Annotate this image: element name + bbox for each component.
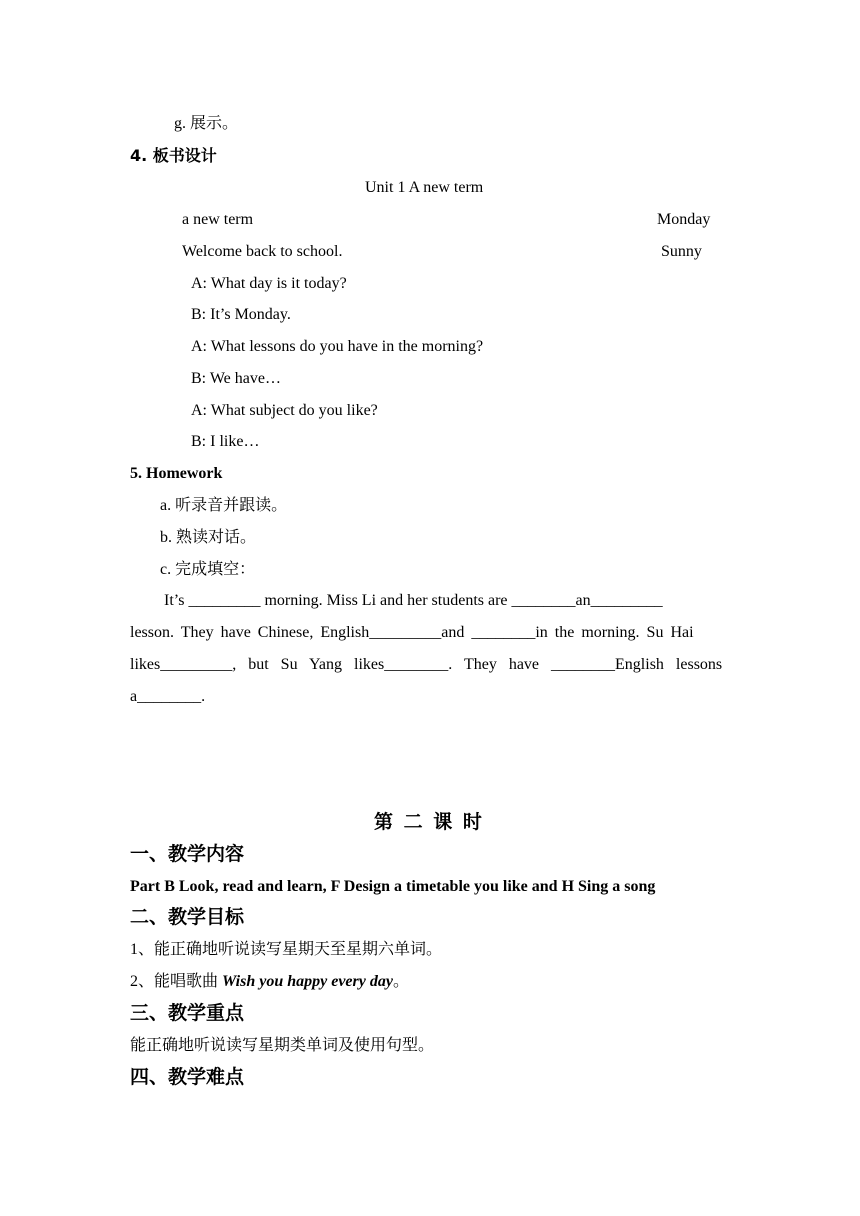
dialogue-line: B: I like… bbox=[191, 433, 260, 450]
goal-1: 1、能正确地听说读写星期天至星期六单词。 bbox=[130, 941, 443, 958]
dialogue-line: A: What lessons do you have in the morning? bbox=[191, 338, 484, 355]
fill-text: likes_________, but Su Yang likes________. They have ________English lessons bbox=[130, 656, 723, 673]
goal-2-prefix: 2、能唱歌曲 bbox=[130, 973, 223, 990]
board-left-1: a new term bbox=[182, 211, 254, 228]
section-5-title: 5. Homework bbox=[130, 465, 223, 482]
song-title: Wish you happy every day bbox=[222, 973, 393, 990]
dialogue-line: A: What subject do you like? bbox=[191, 402, 378, 419]
homework-item: c. 完成填空： bbox=[160, 561, 256, 578]
fill-text: lesson. They have Chinese, English_________and ________in the morning. Su Hai bbox=[130, 624, 694, 641]
step-g: g. 展示。 bbox=[174, 115, 239, 132]
dialogue-line: B: We have… bbox=[191, 370, 281, 387]
focus-text: 能正确地听说读写星期类单词及使用句型。 bbox=[130, 1037, 435, 1054]
goal-2 bbox=[130, 972, 409, 992]
section-heading-focus: 三、教学重点 bbox=[130, 1002, 245, 1024]
board-left-2: Welcome back to school. bbox=[182, 243, 343, 260]
section-heading-difficulty: 四、教学难点 bbox=[130, 1066, 245, 1088]
section-heading-content: 一、教学内容 bbox=[130, 843, 245, 865]
fill-line: It’s _________ morning. Miss Li and her students are ________an_________ bbox=[164, 592, 663, 609]
board-title: Unit 1 A new term bbox=[365, 179, 484, 196]
fill-line bbox=[130, 623, 731, 643]
dialogue-line: A: What day is it today? bbox=[191, 275, 347, 292]
lesson-heading: 第 二 课 时 bbox=[374, 811, 484, 833]
fill-line bbox=[130, 655, 731, 675]
fill-line: a________. bbox=[130, 688, 206, 705]
section-heading-goals: 二、教学目标 bbox=[130, 906, 245, 928]
section-4-title: 4. 板书设计 bbox=[130, 146, 217, 165]
homework-item: a. 听录音并跟读。 bbox=[160, 497, 288, 514]
homework-item: b. 熟读对话。 bbox=[160, 529, 257, 546]
board-right-2: Sunny bbox=[661, 243, 702, 260]
content-text: Part B Look, read and learn, F Design a timetable you like and H Sing a song bbox=[130, 878, 656, 895]
dialogue-line: B: It’s Monday. bbox=[191, 306, 291, 323]
board-right-1: Monday bbox=[657, 211, 711, 228]
goal-2-suffix: 。 bbox=[392, 973, 409, 990]
